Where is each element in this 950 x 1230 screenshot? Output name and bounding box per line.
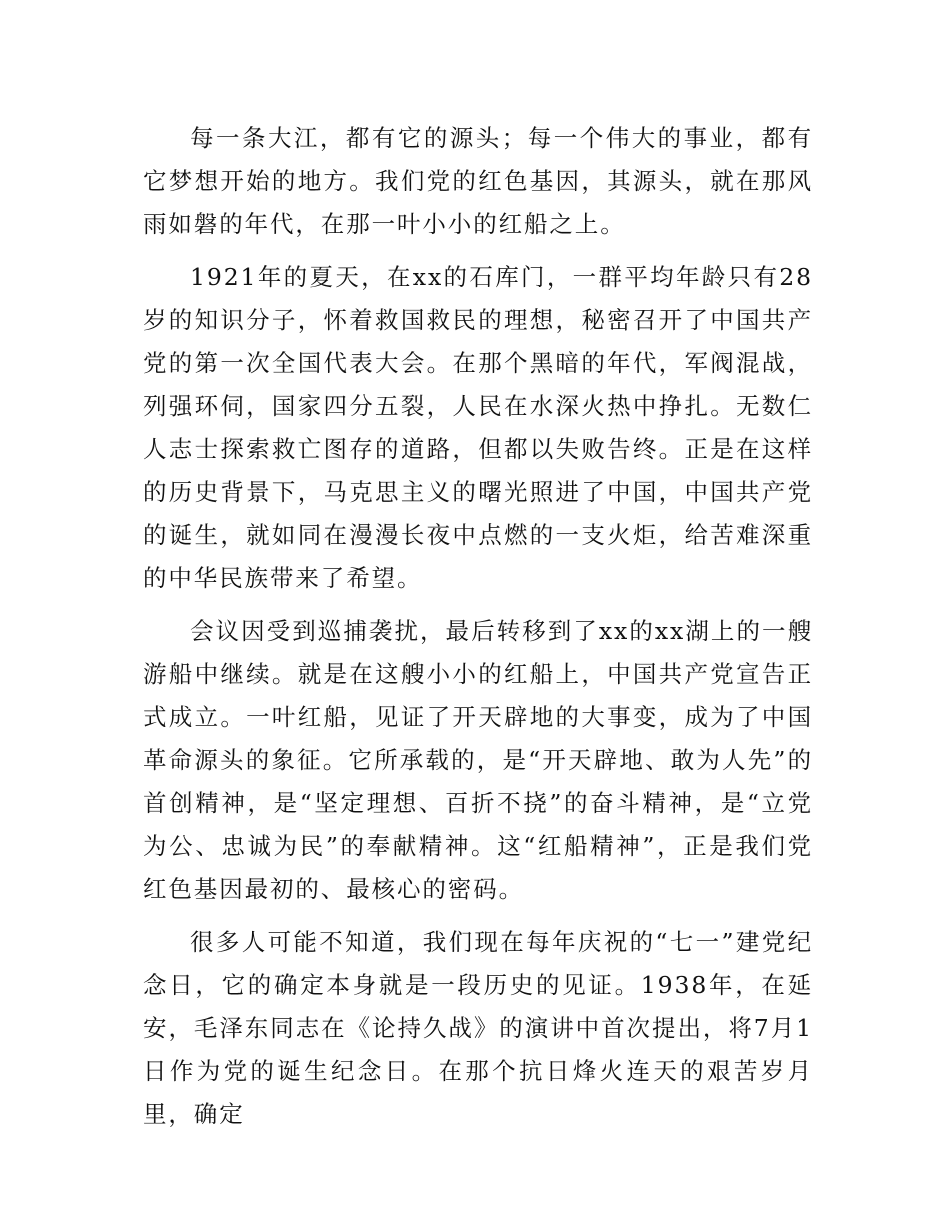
paragraph-4: 很多人可能不知道，我们现在每年庆祝的“七一”建党纪念日，它的确定本身就是一段历史的见证。1938年，在延安，毛泽东同志在《论持久战》的演讲中首次提出，将7月1日作为党的诞生纪念日。在那个抗日烽火连天的艰苦岁月里，确定 <box>143 928 813 1128</box>
paragraph-3: 会议因受到巡捕袭扰，最后转移到了xx的xx湖上的一艘游船中继续。就是在这艘小小的红船上，中国共产党宣告正式成立。一叶红船，见证了开天辟地的大事变，成为了中国革命源头的象征。它所承载的，是“开天辟地、敢为人先”的首创精神，是“坚定理想、百折不挠”的奋斗精神，是“立党为公、忠诚为民”的奉献精神。这“红船精神”，正是我们党红色基因最初的、最核心的密码。 <box>143 617 813 903</box>
paragraph-1: 每一条大江，都有它的源头；每一个伟大的事业，都有它梦想开始的地方。我们党的红色基因，其源头，就在那风雨如磐的年代，在那一叶小小的红船之上。 <box>143 124 813 238</box>
paragraph-2: 1921年的夏天，在xx的石库门，一群平均年龄只有28岁的知识分子，怀着救国救民的理想，秘密召开了中国共产党的第一次全国代表大会。在那个黑暗的年代，军阀混战，列强环伺，国家四分五裂，人民在水深火热中挣扎。无数仁人志士探索救亡图存的道路，但都以失败告终。正是在这样的历史背景下，马克思主义的曙光照进了中国，中国共产党的诞生，就如同在漫漫长夜中点燃的一支火炬，给苦难深重的中华民族带来了希望。 <box>143 263 813 592</box>
document-body <box>143 117 813 1146</box>
